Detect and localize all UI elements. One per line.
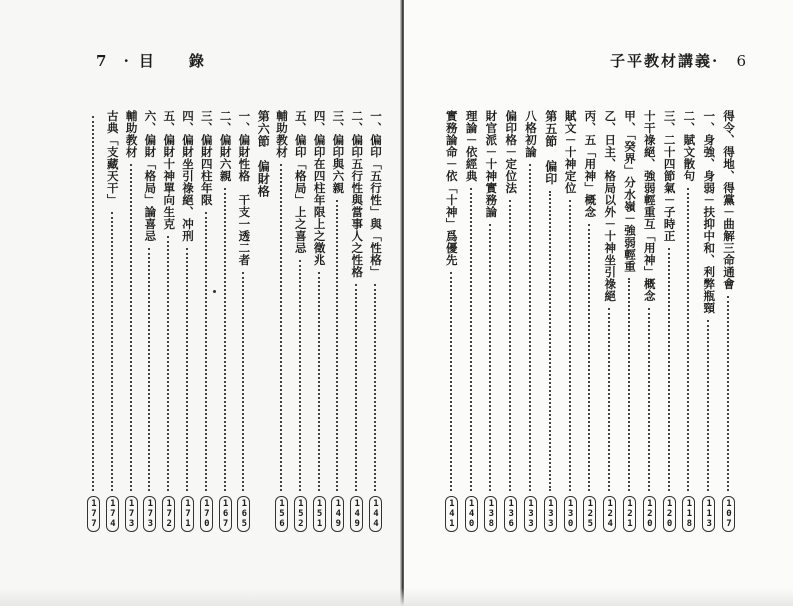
toc-entry-title: 一、身強、身弱－扶抑中和、利弊瓶頸 bbox=[702, 110, 717, 314]
toc-dot-leader bbox=[167, 236, 170, 491]
toc-entry-page-number: 149 bbox=[331, 496, 344, 532]
toc-entry-title: 第五節 偏印 bbox=[543, 110, 558, 185]
toc-entry-page-number: 118 bbox=[682, 496, 695, 532]
right-page-number: 6 bbox=[736, 52, 749, 70]
toc-entry-title: 六、偏財「格局」論喜忌 bbox=[143, 110, 158, 242]
toc-entry bbox=[125, 110, 138, 532]
toc-entry-page-number: 140 bbox=[465, 496, 478, 532]
toc-entry bbox=[702, 110, 715, 532]
toc-entry bbox=[643, 110, 656, 532]
toc-entry-page-number: 170 bbox=[200, 496, 213, 532]
toc-entry bbox=[219, 110, 232, 532]
toc-entry-page-number: 138 bbox=[484, 496, 497, 532]
toc-dot-leader bbox=[318, 272, 321, 491]
toc-entry-title: 四、偏印在四柱年限上之徵兆 bbox=[312, 110, 327, 266]
toc-entry bbox=[369, 110, 382, 532]
toc-dot-leader bbox=[224, 188, 227, 491]
toc-dot-leader bbox=[569, 200, 572, 491]
toc-entry bbox=[623, 110, 636, 532]
toc-entry-page-number: 121 bbox=[623, 496, 636, 532]
toc-entry bbox=[682, 110, 695, 532]
toc-entry bbox=[504, 110, 517, 532]
toc-entry-title: 二、賦文散句 bbox=[682, 110, 697, 182]
toc-entry-page-number: 107 bbox=[722, 496, 735, 532]
toc-entry-page-number: 133 bbox=[524, 496, 537, 532]
toc-entry-title: 輔助教材 bbox=[124, 110, 139, 158]
toc-entry bbox=[583, 110, 596, 532]
toc-entry bbox=[603, 110, 616, 532]
toc-entry bbox=[200, 110, 213, 532]
toc-entry bbox=[87, 110, 100, 532]
toc-dot-leader bbox=[707, 320, 710, 491]
toc-entry bbox=[143, 110, 156, 532]
toc-dot-leader bbox=[186, 248, 189, 491]
toc-entry bbox=[275, 110, 288, 532]
toc-entry-page-number: 149 bbox=[350, 496, 363, 532]
toc-dot-leader bbox=[687, 188, 690, 491]
toc-dot-leader bbox=[529, 164, 532, 491]
toc-dot-leader bbox=[648, 308, 651, 491]
toc-entry-title: 實務論命－依「十神」爲優先 bbox=[444, 110, 459, 266]
toc-entry bbox=[524, 110, 537, 532]
toc-entry-page-number: 165 bbox=[237, 496, 250, 532]
toc-entry bbox=[350, 110, 363, 532]
toc-entry-page-number: 130 bbox=[564, 496, 577, 532]
right-page bbox=[404, 0, 793, 606]
toc-entry-title: 古典「支藏天干」 bbox=[105, 110, 120, 206]
toc-dot-leader bbox=[111, 212, 114, 491]
toc-entry bbox=[564, 110, 577, 532]
toc-dot-leader bbox=[588, 224, 591, 491]
toc-entry-title: 五、偏財十神單向生克 bbox=[162, 110, 177, 230]
left-page-title: ·目 錄 bbox=[123, 52, 214, 70]
toc-dot-leader bbox=[280, 164, 283, 491]
left-page-header bbox=[96, 50, 214, 71]
toc-dot-leader bbox=[242, 272, 245, 491]
toc-entry-title: 丙、五「用神」概念 bbox=[583, 110, 598, 218]
toc-entry-page-number: 174 bbox=[106, 496, 119, 532]
toc-dot-leader bbox=[489, 224, 492, 491]
toc-dot-leader bbox=[355, 284, 358, 491]
toc-dot-leader bbox=[92, 116, 95, 491]
toc-dot-leader bbox=[336, 200, 339, 491]
toc-entry bbox=[256, 110, 269, 198]
toc-entry bbox=[663, 110, 676, 532]
toc-entry-page-number: 124 bbox=[603, 496, 616, 532]
toc-entry-page-number: 173 bbox=[125, 496, 138, 532]
toc-entry-title: 財官派－十神實務論 bbox=[484, 110, 499, 218]
toc-entry-page-number: 125 bbox=[583, 496, 596, 532]
toc-entry-page-number: 120 bbox=[643, 496, 656, 532]
toc-entry-title: 賦文－十神定位 bbox=[563, 110, 578, 194]
toc-entry-title: 一、偏印「五行性」與「性格」 bbox=[369, 110, 383, 278]
right-page-title: 子平教材講義· bbox=[610, 52, 720, 70]
toc-entry-page-number: 177 bbox=[87, 496, 100, 532]
toc-entry-page-number: 141 bbox=[445, 496, 458, 532]
toc-dot-leader bbox=[668, 248, 671, 491]
toc-entry-page-number: 120 bbox=[663, 496, 676, 532]
toc-entry-page-number: 171 bbox=[181, 496, 194, 532]
toc-entry-title: 二、偏印五行性與當事人之性格 bbox=[350, 110, 365, 278]
toc-entry bbox=[484, 110, 497, 532]
toc-entry-page-number: 144 bbox=[369, 496, 382, 532]
toc-entry-title: 三、偏財四柱年限 bbox=[199, 110, 214, 206]
toc-dot-leader bbox=[450, 272, 453, 491]
toc-dot-leader bbox=[299, 260, 302, 491]
toc-entry-title: 五、偏印「格局」上之喜忌 bbox=[293, 110, 308, 254]
toc-entry-page-number: 151 bbox=[313, 496, 326, 532]
toc-entry-title: 三、二十四節氣－子時正 bbox=[662, 110, 677, 242]
toc-entry-title: 乙、日主、格局以外－十神坐引祿絕 bbox=[603, 110, 618, 302]
toc-entry-page-number: 133 bbox=[544, 496, 557, 532]
toc-entry-page-number: 136 bbox=[504, 496, 517, 532]
left-page-number: 7 bbox=[96, 52, 109, 70]
toc-entry-page-number: 113 bbox=[702, 496, 715, 532]
toc-entry bbox=[106, 110, 119, 532]
right-page-header bbox=[610, 50, 748, 71]
toc-entry-title: 四、偏財坐引祿絕、冲刑 bbox=[181, 110, 195, 242]
toc-dot-leader bbox=[148, 248, 151, 491]
toc-dot-leader bbox=[549, 191, 552, 491]
toc-entry-title: 二、偏財六親 bbox=[218, 110, 233, 182]
toc-entry-page-number: 156 bbox=[275, 496, 288, 532]
toc-entry-title: 三、偏印與六親 bbox=[331, 110, 346, 194]
toc-entry-page-number: 173 bbox=[143, 496, 156, 532]
toc-dot-leader bbox=[470, 188, 473, 491]
toc-entry-title: 十干祿絕、強弱輕重互「用神」概念 bbox=[642, 110, 657, 302]
toc-dot-leader bbox=[727, 296, 730, 491]
toc-entry-title: 第六節 偏財格 bbox=[256, 110, 271, 198]
toc-entry-page-number: 152 bbox=[294, 496, 307, 532]
toc-dot-leader bbox=[509, 200, 512, 491]
toc-entry-page-number: 172 bbox=[162, 496, 175, 532]
toc-entry bbox=[722, 110, 735, 532]
toc-dot-leader bbox=[205, 212, 208, 491]
toc-entry-title: 甲、「癸界」分水嶺－強弱輕重 bbox=[623, 110, 637, 273]
toc-entry bbox=[237, 110, 250, 532]
toc-entry bbox=[162, 110, 175, 532]
toc-dot-leader bbox=[374, 284, 377, 491]
scan-bottom-edge bbox=[0, 588, 793, 606]
toc-entry bbox=[465, 110, 478, 532]
toc-entry-title: 偏印格－定位法 bbox=[504, 110, 519, 194]
scan-speck bbox=[213, 290, 216, 293]
toc-entry-title: 理論－依經典 bbox=[464, 110, 479, 182]
toc-entry bbox=[294, 110, 307, 532]
toc-entry-title: 八格初論 bbox=[524, 110, 538, 158]
toc-entry bbox=[313, 110, 326, 532]
toc-entry-title: 一、偏財性格 干支一透二者 bbox=[237, 110, 252, 266]
toc-entry-title: 得令、得地、得黨－曲解三命通會 bbox=[722, 110, 736, 290]
toc-entry bbox=[181, 110, 194, 532]
toc-dot-leader bbox=[628, 278, 631, 491]
toc-entry-page-number: 167 bbox=[219, 496, 232, 532]
toc-dot-leader bbox=[130, 164, 133, 491]
toc-entry bbox=[544, 110, 557, 532]
toc-entry bbox=[445, 110, 458, 532]
toc-dot-leader bbox=[608, 308, 611, 491]
toc-entry bbox=[331, 110, 344, 532]
toc-entry-title: 輔助教材 bbox=[275, 110, 289, 158]
